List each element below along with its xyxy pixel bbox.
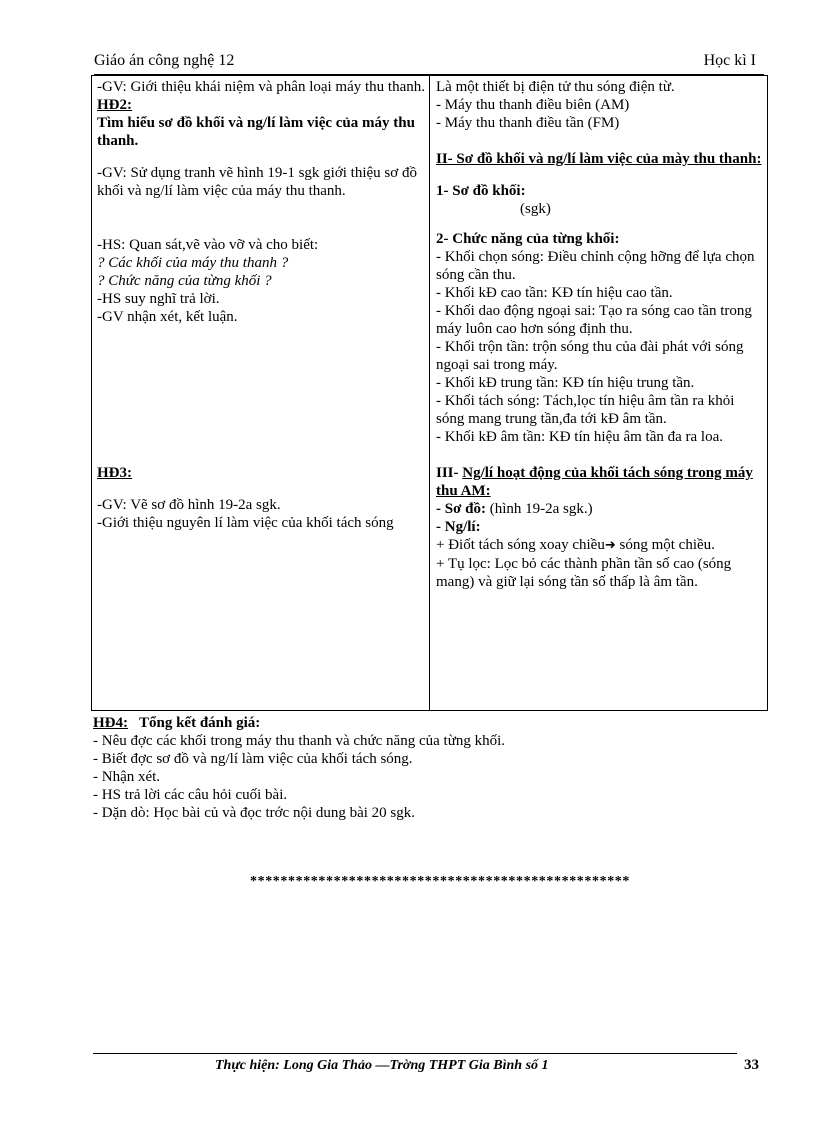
gv-principle: -Giới thiệu nguyên lí làm việc của khối tách sóng: [97, 515, 394, 531]
summary-item: - Biết đợc sơ đồ và ng/lí làm việc của khối tách sóng.: [93, 751, 413, 767]
footer-rule: [93, 1053, 737, 1054]
summary-item: - Nêu đợc các khối trong máy thu thanh và chức năng của từng khối.: [93, 733, 505, 749]
section-3-heading: Ng/lí hoạt động của khối tách sóng trong máy thu AM:: [436, 465, 753, 499]
definition: Là một thiết bị điện tử thu sóng điện từ.: [436, 79, 675, 95]
section-3-title: [436, 464, 762, 500]
summary-item: - Dặn dò: Học bài củ và đọc trớc nội dung bài 20 sgk.: [93, 805, 416, 821]
function-item: - Khối trộn tần: trộn sóng thu của đài phát với sóng ngoại sai trong máy.: [436, 339, 744, 373]
lesson-table: [91, 75, 768, 711]
summary-item: - HS trả lời các câu hỏi cuối bài.: [93, 787, 288, 803]
type-fm: - Máy thu thanh điều tần (FM): [436, 115, 620, 131]
gv-conclude: -GV nhận xét, kết luận.: [97, 309, 238, 325]
hd4-label: HĐ4:: [93, 715, 128, 731]
hs-observe: -HS: Quan sát,vẽ vào vỡ và cho biết:: [97, 237, 319, 253]
subsection-block-diagram: 1- Sơ đồ khối:: [436, 183, 526, 199]
page-header: [94, 52, 764, 76]
teacher-activities-column: [97, 78, 425, 532]
function-item: - Khối kĐ trung tần: KĐ tín hiệu trung tần.: [436, 375, 695, 391]
sgk-reference: (sgk): [520, 201, 551, 217]
hd2-title: Tìm hiểu sơ đồ khối và ng/lí làm việc của máy thu thanh.: [97, 115, 415, 149]
hd3-label: HĐ3:: [97, 465, 132, 481]
diode-result: sóng một chiều.: [615, 537, 715, 553]
gv-draw: -GV: Vẽ sơ đồ hình 19-2a sgk.: [97, 497, 281, 513]
section-3-prefix: III-: [436, 465, 459, 481]
function-item: - Khối chọn sóng: Điều chỉnh cộng hỡng để lựa chọn sóng cần thu.: [436, 249, 755, 283]
hs-answer: -HS suy nghĩ trả lời.: [97, 291, 220, 307]
function-item: - Khối kĐ cao tần: KĐ tín hiệu cao tần.: [436, 285, 673, 301]
principle-label: - Ng/lí:: [436, 519, 481, 535]
function-item: - Khối dao động ngoại sai: Tạo ra sóng cao tần trong máy luôn cao hơn sóng định thu.: [436, 303, 752, 337]
separator-stars: **************************************************: [250, 874, 630, 889]
diode-line: [436, 536, 762, 555]
footer-author: Thực hiện: Long Gia Thảo —Trờng THPT Gia Bình số 1: [215, 1058, 549, 1073]
header-semester: Học kì I: [703, 52, 756, 69]
diagram-reference: (hình 19-2a sgk.): [489, 501, 593, 517]
question-blocks: ? Các khối của máy thu thanh ?: [97, 255, 289, 271]
section-2-title: II- Sơ đồ khối và ng/lí làm việc của mày thu thanh:: [436, 151, 762, 167]
header-subject: Giáo án công nghệ 12: [94, 52, 235, 69]
diagram-line: [436, 500, 762, 518]
diagram-label: - Sơ đồ:: [436, 501, 486, 517]
summary-section: [93, 714, 765, 822]
right-arrow-icon: ➜: [604, 538, 616, 553]
question-functions: ? Chức năng của từng khối ?: [97, 273, 272, 289]
summary-title: Tổng kết đánh giá:: [138, 715, 261, 731]
content-column: [436, 78, 762, 591]
function-item: - Khối kĐ âm tần: KĐ tín hiệu âm tần đa ra loa.: [436, 429, 724, 445]
subsection-functions: 2- Chức năng của từng khối:: [436, 231, 620, 247]
gv-diagram: -GV: Sử dụng tranh vẽ hình 19-1 sgk giới thiệu sơ đồ khối và ng/lí làm việc của máy thu thanh.: [97, 165, 417, 199]
type-am: - Máy thu thanh điều biên (AM): [436, 97, 630, 113]
summary-heading: [93, 714, 765, 732]
diode-text: + Điốt tách sóng xoay chiều: [436, 537, 605, 553]
gv-intro: -GV: Giới thiệu khái niệm và phân loại máy thu thanh.: [97, 79, 426, 95]
summary-item: - Nhận xét.: [93, 769, 161, 785]
column-divider: [429, 76, 430, 710]
hd2-label: HĐ2:: [97, 97, 132, 113]
capacitor-line: + Tụ lọc: Lọc bỏ các thành phần tần số cao (sóng mang) và giữ lại sóng tần số thấp là âm tần.: [436, 556, 732, 590]
function-item: - Khối tách sóng: Tách,lọc tín hiệu âm tần ra khỏi sóng mang trung tần,đa tới kĐ âm tần.: [436, 393, 735, 427]
page-number: 33: [744, 1057, 759, 1073]
